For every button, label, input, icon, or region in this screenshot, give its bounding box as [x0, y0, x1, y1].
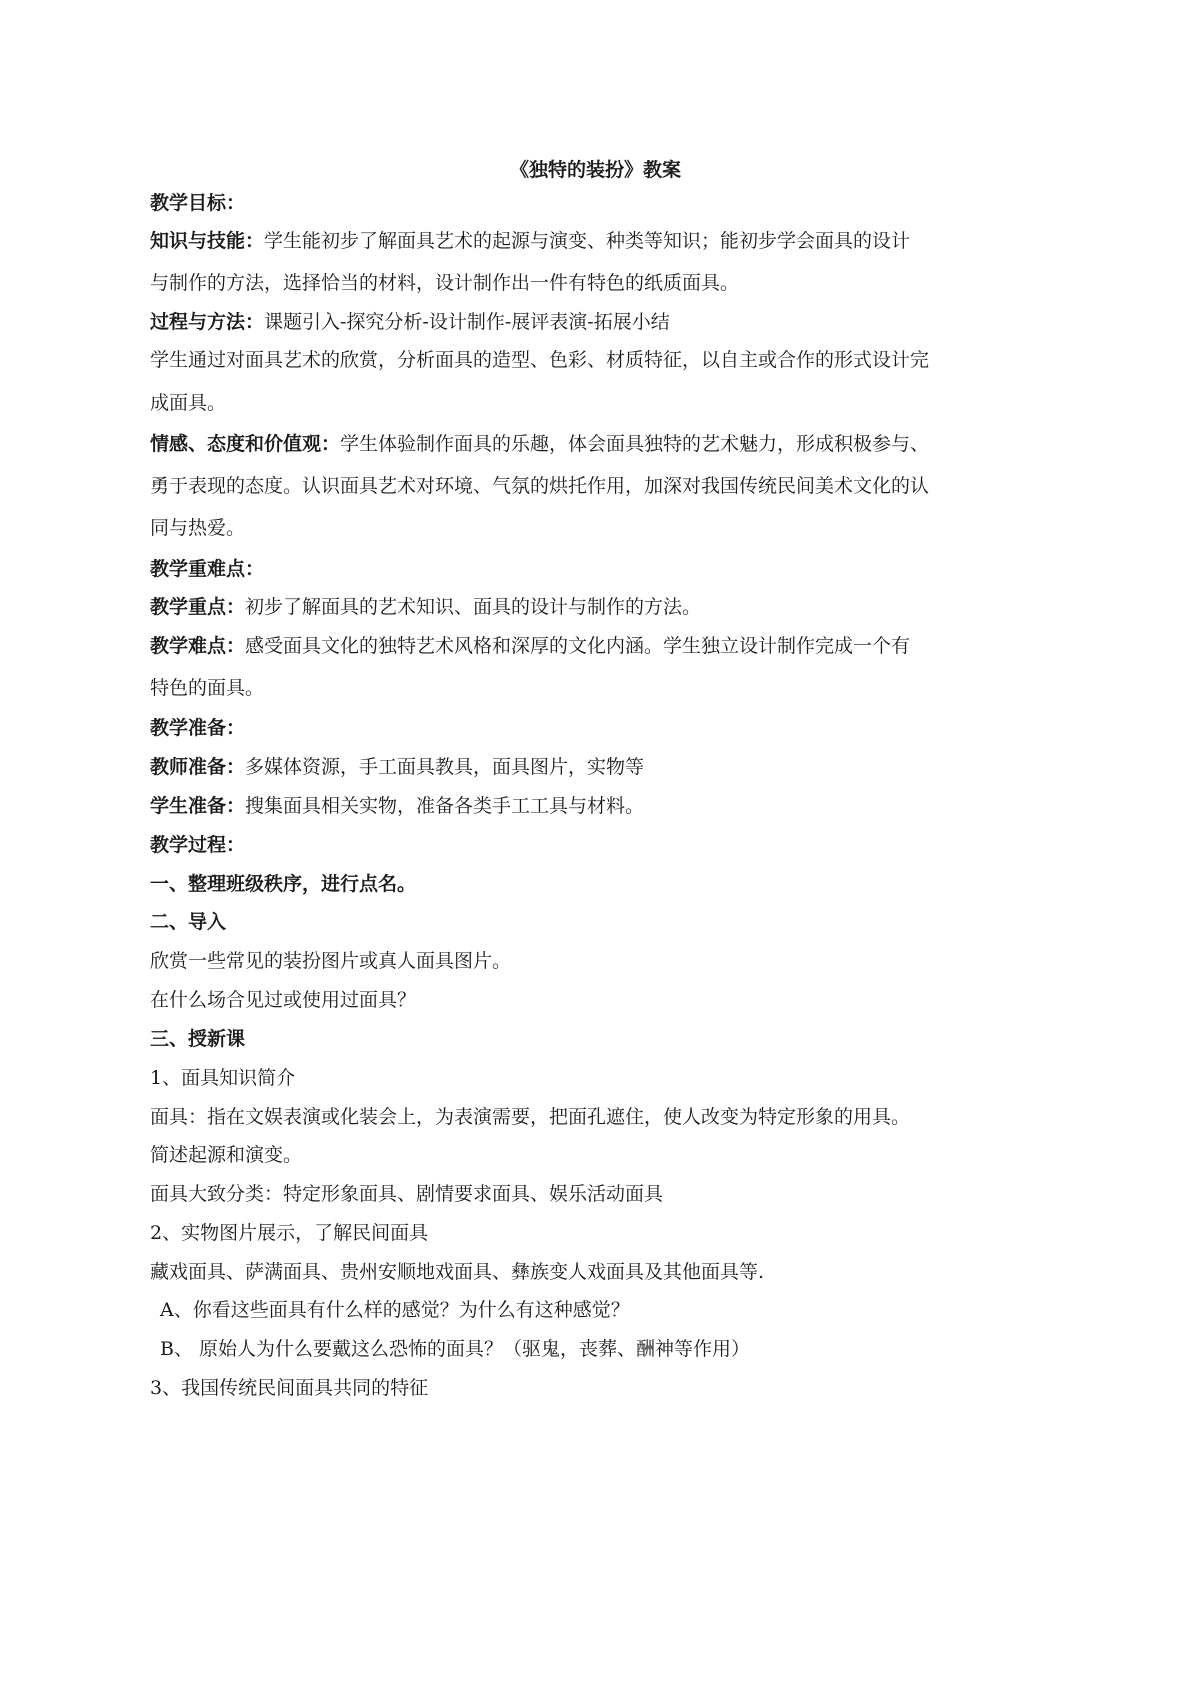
sub-1: 1、面具知识简介	[150, 1067, 296, 1089]
key-points-heading: 教学重难点：	[150, 558, 265, 580]
student-prep-text: 搜集面具相关实物，准备各类手工工具与材料。	[245, 795, 645, 817]
question-a: A、你看这些面具有什么样的感觉？为什么有这种感觉？	[160, 1299, 630, 1321]
emotion-text: 学生体验制作面具的乐趣，体会面具独特的艺术魅力，形成积极参与、	[340, 433, 930, 455]
process-heading: 教学过程：	[150, 834, 246, 856]
sub-1-line-2: 简述起源和演变。	[150, 1144, 303, 1166]
process-text: 课题引入-探究分析-设计制作-展评表演-拓展小结	[264, 311, 670, 333]
sub-1-line-3: 面具大致分类：特定形象面具、剧情要求面具、娱乐活动面具	[150, 1183, 664, 1205]
difficulty-text: 感受面具文化的独特艺术风格和深厚的文化内涵。学生独立设计制作完成一个有	[245, 635, 911, 657]
teacher-prep-label: 教师准备：	[150, 756, 246, 778]
knowledge-text-cont: 与制作的方法，选择恰当的材料，设计制作出一件有特色的纸质面具。	[150, 272, 740, 294]
step-1: 一、整理班级秩序，进行点名。	[150, 873, 417, 895]
student-prep	[150, 794, 644, 818]
focus-text: 初步了解面具的艺术知识、面具的设计与制作的方法。	[245, 596, 702, 618]
difficulty-paragraph	[150, 634, 910, 658]
emotion-text-cont-2: 同与热爱。	[150, 517, 246, 539]
student-prep-label: 学生准备：	[150, 795, 246, 817]
emotion-paragraph	[150, 432, 929, 456]
sub-1-line-1: 面具：指在文娱表演或化装会上，为表演需要，把面孔遮住，使人改变为特定形象的用具。	[150, 1106, 911, 1128]
difficulty-label: 教学难点：	[150, 635, 246, 657]
sub-2-line-1: 藏戏面具、萨满面具、贵州安顺地戏面具、彝族变人戏面具及其他面具等.	[150, 1261, 765, 1283]
question-b: B、 原始人为什么要戴这么恐怖的面具？（驱鬼，丧葬、酬神等作用）	[160, 1338, 751, 1360]
step-2: 二、导入	[150, 911, 227, 933]
step-3: 三、授新课	[150, 1028, 246, 1050]
sub-2: 2、实物图片展示，了解民间面具	[150, 1222, 429, 1244]
objectives-heading: 教学目标：	[150, 192, 246, 214]
step-2-line-2: 在什么场合见过或使用过面具？	[150, 989, 417, 1011]
preparation-heading: 教学准备：	[150, 717, 246, 739]
focus-label: 教学重点：	[150, 596, 246, 618]
process-label: 过程与方法：	[150, 311, 265, 333]
teacher-prep-text: 多媒体资源，手工面具教具，面具图片，实物等	[245, 756, 645, 778]
emotion-text-cont-1: 勇于表现的态度。认识面具艺术对环境、气氛的烘托作用，加深对我国传统民间美术文化的认	[150, 475, 930, 497]
process-method-paragraph	[150, 310, 670, 334]
process-desc-cont: 成面具。	[150, 392, 227, 414]
emotion-label: 情感、态度和价值观：	[150, 433, 341, 455]
step-2-line-1: 欣赏一些常见的装扮图片或真人面具图片。	[150, 950, 512, 972]
teacher-prep	[150, 755, 644, 779]
knowledge-paragraph	[150, 229, 910, 253]
difficulty-text-cont: 特色的面具。	[150, 677, 265, 699]
page-title: 《独特的装扮》教案	[509, 159, 681, 181]
knowledge-text: 学生能初步了解面具艺术的起源与演变、种类等知识；能初步学会面具的设计	[264, 230, 911, 252]
sub-3: 3、我国传统民间面具共同的特征	[150, 1377, 429, 1399]
knowledge-label: 知识与技能：	[150, 230, 265, 252]
process-desc: 学生通过对面具艺术的欣赏，分析面具的造型、色彩、材质特征，以自主或合作的形式设计完	[150, 349, 930, 371]
focus-paragraph	[150, 595, 701, 619]
